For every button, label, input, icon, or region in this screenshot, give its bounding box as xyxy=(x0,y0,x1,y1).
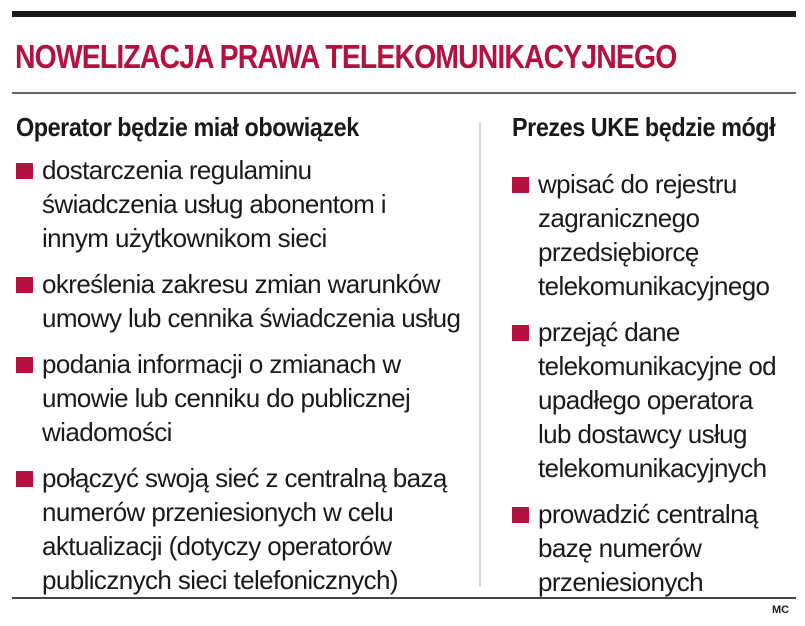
list-item-text: prowadzić centralną bazę numerów przeniesionych xyxy=(538,499,758,597)
uke-list xyxy=(512,167,792,599)
header-divider xyxy=(12,92,796,94)
square-bullet-icon xyxy=(16,471,33,487)
square-bullet-icon xyxy=(16,357,33,373)
list-item-text: wpisać do rejestru zagranicznego przedsiębiorcę telekomunikacyjnego xyxy=(538,169,770,301)
list-item xyxy=(16,267,462,335)
square-bullet-icon xyxy=(16,277,33,293)
operator-list xyxy=(16,153,466,597)
operator-heading: Operator będzie miał obowiązek xyxy=(16,112,359,142)
list-item xyxy=(512,315,788,485)
author-initials: MC xyxy=(772,604,790,616)
square-bullet-icon xyxy=(512,325,529,341)
uke-column xyxy=(512,112,792,611)
bottom-rule xyxy=(12,597,796,599)
square-bullet-icon xyxy=(512,177,529,193)
list-item xyxy=(512,497,773,599)
list-item-text: podania informacji o zmianach w umowie lub cenniku do publicznej wiadomości xyxy=(42,349,411,447)
square-bullet-icon xyxy=(512,507,529,523)
list-item-text: dostarczenia regulaminu świadczenia usług abonentom i innym użytkownikom sieci xyxy=(42,155,386,253)
list-item xyxy=(16,347,420,449)
page-title: NOWELIZACJA PRAWA TELEKOMUNIKACYJNEGO xyxy=(15,38,677,75)
top-rule xyxy=(12,11,796,17)
column-divider xyxy=(479,122,481,587)
list-item xyxy=(512,167,778,303)
square-bullet-icon xyxy=(16,163,33,179)
list-item-text: określenia zakresu zmian warunków umowy lub cennika świadczenia usług xyxy=(42,269,461,333)
list-item-text: przejąć dane telekomunikacyjne od upadłego operatora lub dostawcy usług telekomunikacyjnych xyxy=(538,317,777,483)
list-item-text: połączyć swoją sieć z centralną bazą numerów przeniesionych w celu aktualizacji (dotyczy operatorów publicznych sieci telefonicznych) xyxy=(42,463,447,595)
list-item xyxy=(16,153,450,255)
list-item xyxy=(16,461,462,597)
uke-heading: Prezes UKE będzie mógł xyxy=(512,112,776,142)
operator-column xyxy=(16,112,466,609)
